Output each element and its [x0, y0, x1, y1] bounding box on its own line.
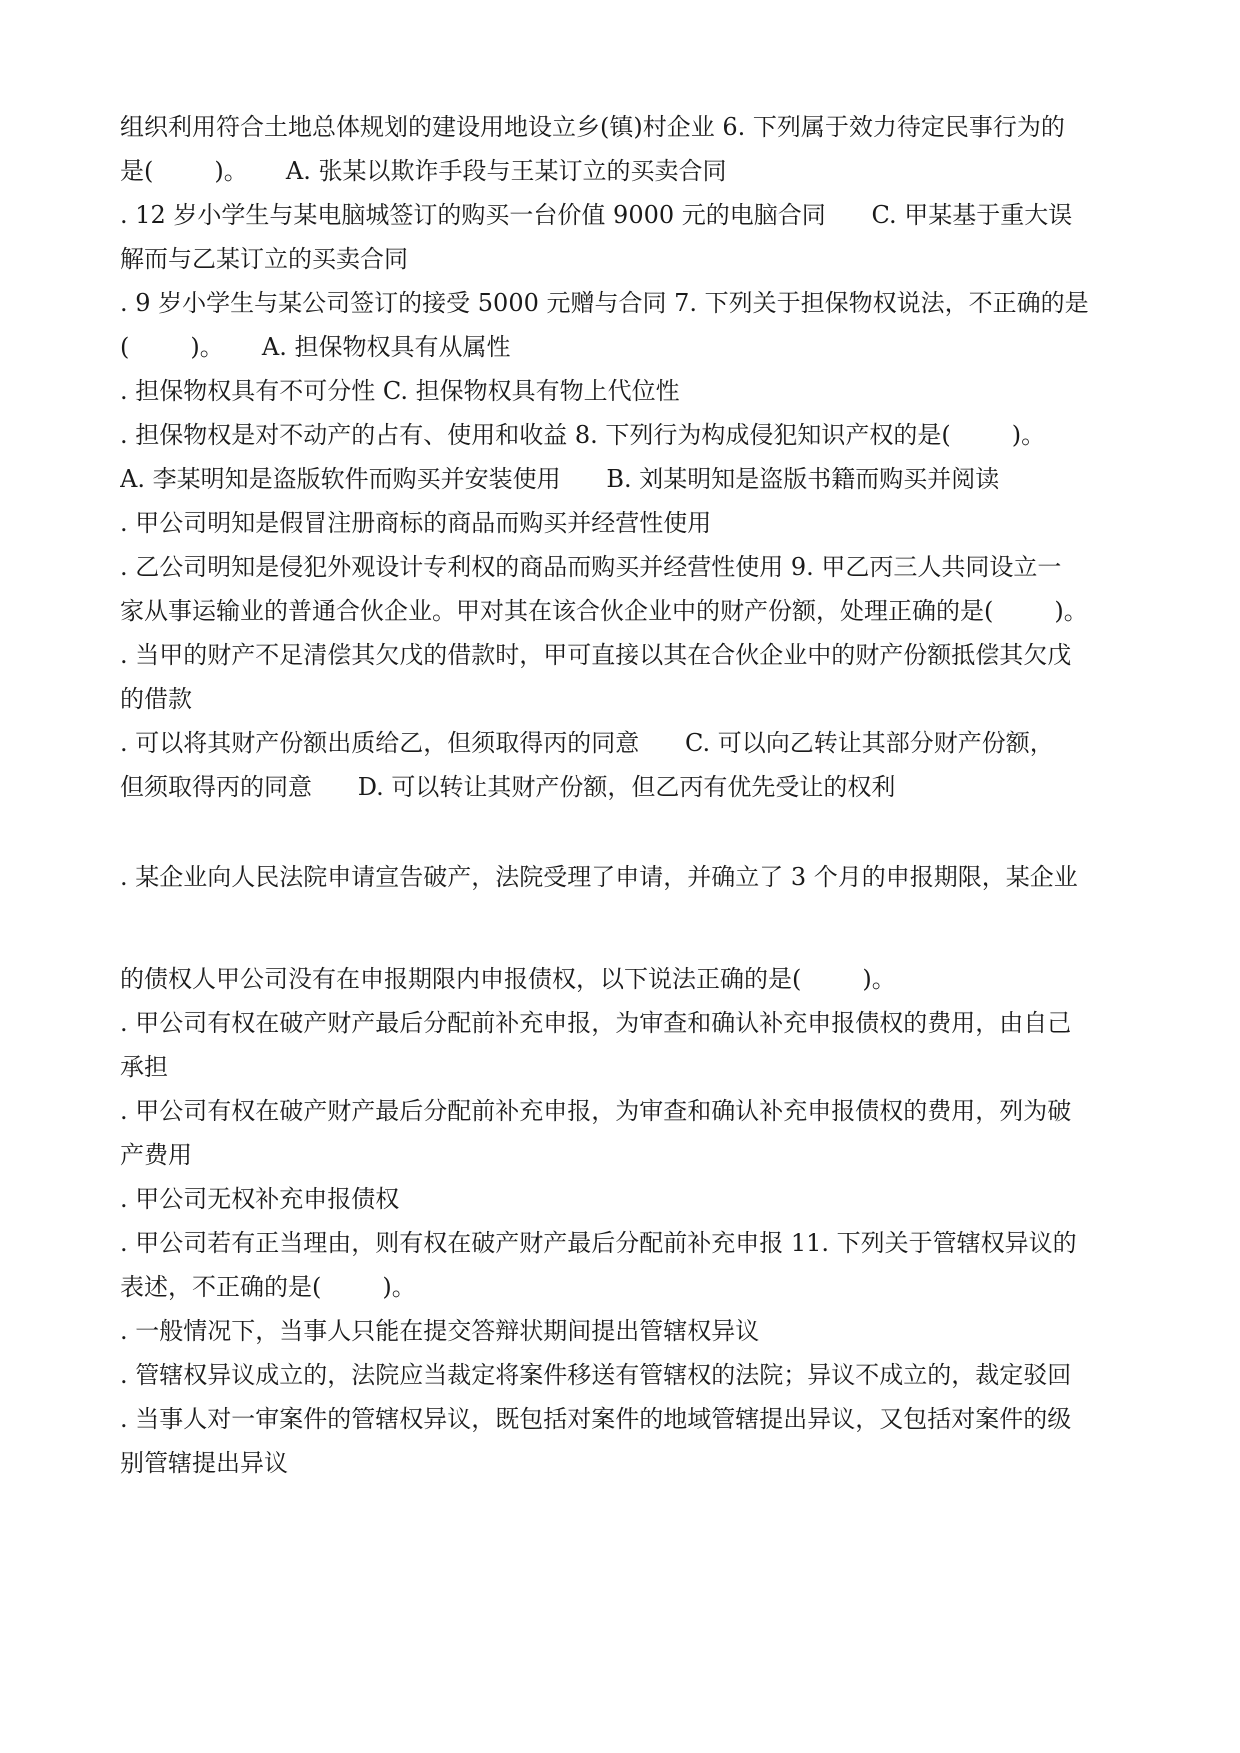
- text-line: A. 李某明知是盗版软件而购买并安装使用 B. 刘某明知是盗版书籍而购买并阅读: [120, 465, 1000, 493]
- text-line: . 可以将其财产份额出质给乙，但须取得丙的同意 C. 可以向乙转让其部分财产份额，: [120, 729, 1054, 757]
- text-line: . 担保物权是对不动产的占有、使用和收益 8. 下列行为构成侵犯知识产权的是( )。: [120, 421, 1046, 449]
- text-line: . 甲公司有权在破产财产最后分配前补充申报，为审查和确认补充申报债权的费用，列为破: [120, 1097, 1072, 1125]
- text-line: 解而与乙某订立的买卖合同: [120, 245, 408, 273]
- text-line: . 9 岁小学生与某公司签订的接受 5000 元赠与合同 7. 下列关于担保物权说法，不正确的是: [120, 289, 1089, 317]
- text-line: 表述，不正确的是( )。: [120, 1273, 416, 1301]
- text-line: 产费用: [120, 1141, 192, 1169]
- text-line: 但须取得丙的同意 D. 可以转让其财产份额，但乙丙有优先受让的权利: [120, 773, 896, 801]
- text-line: . 甲公司无权补充申报债权: [120, 1185, 400, 1213]
- text-line: . 某企业向人民法院申请宣告破产，法院受理了申请，并确立了 3 个月的申报期限，某企业: [120, 863, 1078, 891]
- text-line: 是( )。 A. 张某以欺诈手段与王某订立的买卖合同: [120, 157, 727, 185]
- text-line: 的债权人甲公司没有在申报期限内申报债权，以下说法正确的是( )。: [120, 965, 896, 993]
- text-line: 家从事运输业的普通合伙企业。甲对其在该合伙企业中的财产份额，处理正确的是( )。: [120, 597, 1088, 625]
- text-line: . 当事人对一审案件的管辖权异议，既包括对案件的地域管辖提出异议，又包括对案件的级: [120, 1405, 1072, 1433]
- text-line: . 担保物权具有不可分性 C. 担保物权具有物上代位性: [120, 377, 680, 405]
- text-line: 的借款: [120, 685, 192, 713]
- text-line: 承担: [120, 1053, 168, 1081]
- text-line: . 当甲的财产不足清偿其欠戊的借款时，甲可直接以其在合伙企业中的财产份额抵偿其欠戊: [120, 641, 1072, 669]
- text-line: . 一般情况下，当事人只能在提交答辩状期间提出管辖权异议: [120, 1317, 760, 1345]
- text-line: . 管辖权异议成立的，法院应当裁定将案件移送有管辖权的法院；异议不成立的，裁定驳回: [120, 1361, 1072, 1389]
- text-line: ( )。 A. 担保物权具有从属性: [120, 333, 511, 361]
- text-line: 组织利用符合土地总体规划的建设用地设立乡(镇)村企业 6. 下列属于效力待定民事行为的: [120, 113, 1065, 141]
- text-line: 别管辖提出异议: [120, 1449, 288, 1477]
- text-line: . 乙公司明知是侵犯外观设计专利权的商品而购买并经营性使用 9. 甲乙丙三人共同设立一: [120, 553, 1062, 581]
- text-line: . 12 岁小学生与某电脑城签订的购买一台价值 9000 元的电脑合同 C. 甲某基于重大误: [120, 201, 1073, 229]
- text-line: . 甲公司有权在破产财产最后分配前补充申报，为审查和确认补充申报债权的费用，由自己: [120, 1009, 1072, 1037]
- text-line: . 甲公司若有正当理由，则有权在破产财产最后分配前补充申报 11. 下列关于管辖权异议的: [120, 1229, 1077, 1257]
- text-line: . 甲公司明知是假冒注册商标的商品而购买并经营性使用: [120, 509, 712, 537]
